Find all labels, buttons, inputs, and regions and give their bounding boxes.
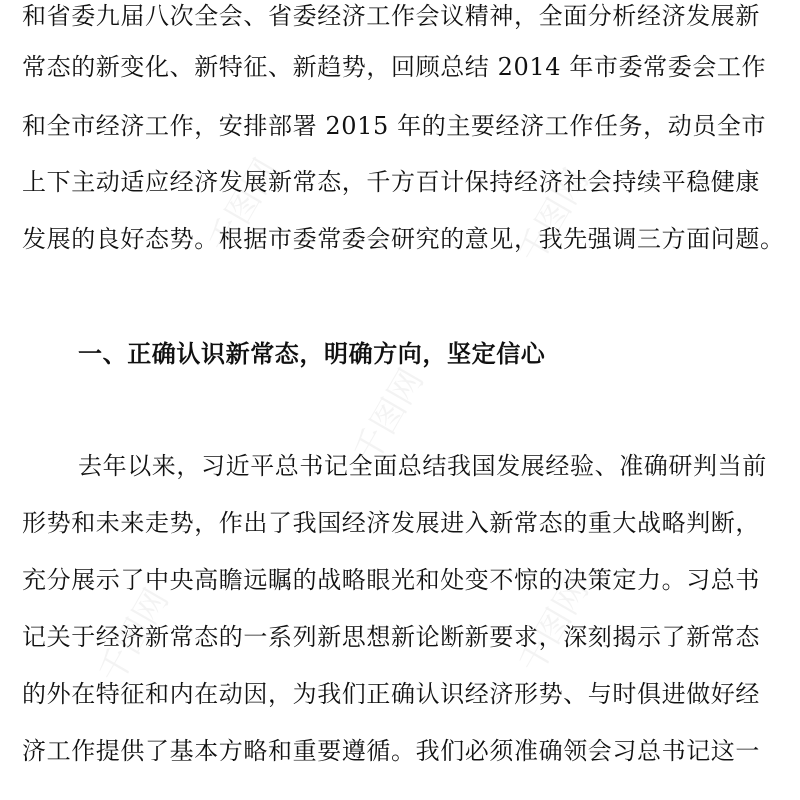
paragraph1-line-5: 发展的良好态势。根据市委常委会研究的意见，我先强调三方面问题。 xyxy=(22,225,785,253)
paragraph1-line-2: 常态的新变化、新特征、新趋势，回顾总结 2014 年市委常委会工作 xyxy=(22,53,767,81)
paragraph2-line-5: 的外在特征和内在动因，为我们正确认识经济形势、与时俱进做好经 xyxy=(22,680,760,708)
paragraph2-line-1: 去年以来，习近平总书记全面总结我国发展经验、准确研判当前 xyxy=(78,452,767,480)
watermark-4: 千图网 xyxy=(91,582,177,691)
section-heading: 一、正确认识新常态，明确方向，坚定信心 xyxy=(78,340,546,368)
paragraph1-line-3: 和全市经济工作，安排部署 2015 年的主要经济工作任务，动员全市 xyxy=(22,112,767,140)
paragraph1-line-4: 上下主动适应经济发展新常态，千方百计保持经济社会持续平稳健康 xyxy=(22,168,760,196)
paragraph2-line-2: 形势和未来走势，作出了我国经济发展进入新常态的重大战略判断， xyxy=(22,509,760,537)
watermark-5: 千图网 xyxy=(511,572,597,681)
paragraph1-line-1: 和省委九届八次全会、省委经济工作会议精神，全面分析经济发展新 xyxy=(22,2,760,30)
watermark-2: 千图网 xyxy=(511,162,597,271)
watermark-1: 千图网 xyxy=(201,152,287,261)
watermark-3: 千图网 xyxy=(346,362,432,471)
paragraph2-line-4: 记关于经济新常态的一系列新思想新论断新要求，深刻揭示了新常态 xyxy=(22,623,760,651)
paragraph2-line-6: 济工作提供了基本方略和重要遵循。我们必须准确领会习总书记这一 xyxy=(22,737,760,765)
paragraph2-line-3: 充分展示了中央高瞻远瞩的战略眼光和处变不惊的决策定力。习总书 xyxy=(22,566,760,594)
